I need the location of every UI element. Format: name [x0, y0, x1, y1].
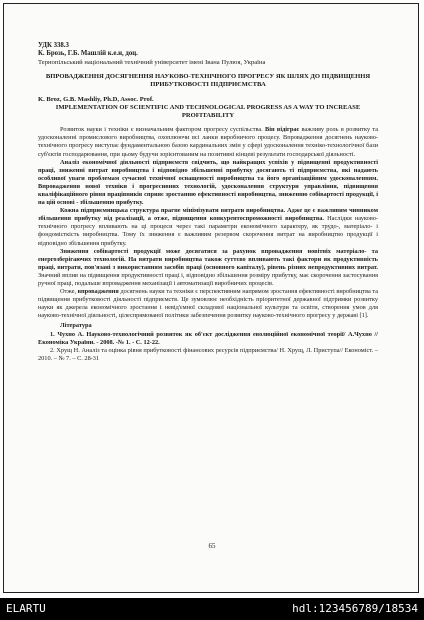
- paragraph-1-bold: Він відіграє: [265, 126, 300, 134]
- article-body: [38, 126, 378, 320]
- paragraph-5-text-c: досягнень науки та техніки є перспективним напрямом зростання ефективності виробництва та підвищення прибутковості діяльності підприємств. Це зумовлює необхідність пріоритетної державної підтримки розвитку науки як джерела економічного зростання і невід'ємної складової національної культури та освіти, створення умов для науково-технічної діяльності, цілеспрямованої політики забезпечення розвитку науково-технічного прогресу у державі [1].: [38, 288, 378, 320]
- paragraph-1: [38, 126, 378, 158]
- paragraph-4: [38, 248, 378, 288]
- paragraph-4-bold: Зниження собівартості продукції може досягатися за рахунок впровадження новітніх матеріало- та енергозберігаючих технологій. На витрати виробництва також суттєво впливають такі фактори як продуктивність праці, витрати, пов'язані з використанням засобів праці (основного капіталу), рівень різних непродуктивних витрат.: [38, 247, 378, 271]
- references: [38, 322, 378, 362]
- paragraph-2-bold: Аналіз економічної діяльності підприємств свідчить, що найкращих успіхів у підвищенні продуктивності праці, зниженні витрат виробництва і відповідно збільшенні прибутку досягають ті підприємства, які надають особливої уваги проблемам сучасної технічної оснащеності виробництва та його організаційним удосконаленням. Впровадження нової техніки і прогресивних технологій, удосконалення структури управління, підвищення кваліфікаційного рівня працівників сприяє зростанню ефективності виробництва, зниженню собівартості продукції, і на цій основі - збільшенню прибутку.: [38, 158, 378, 207]
- paragraph-1-text-a: Розвиток науки і техніки є визначальним фактором прогресу суспільства.: [60, 126, 266, 134]
- paragraph-1-text-c: важливу роль в розвитку та удосконаленні промислового виробництва, охоплюючи всі ланки виробничого процесу. Впровадження досягнень науково-технічного прогресу виступає фундаментальною базою кардинальних змін у сфері удосконалення техніко-технологічної бази суб'єктів господарювання, при цьому будучи зорієнтованим на позитивні кінцеві результати господарської діяльності.: [38, 126, 379, 158]
- paragraph-5: [38, 288, 378, 320]
- references-heading: Література: [60, 322, 92, 330]
- paragraph-5-bold: впровадження: [77, 288, 119, 296]
- title-ukrainian: ВПРОВАДЖЕННЯ ДОСЯГНЕННЯ НАУКОВО-ТЕХНІЧНОГО ПРОГРЕСУ ЯК ШЛЯХ ДО ПІДВИЩЕННЯ ПРИБУТКОВОСТІ ПІДПРИЄМСТВА: [45, 73, 371, 89]
- paragraph-5-text-a: Отже,: [60, 288, 78, 296]
- paragraph-3: [38, 207, 378, 247]
- title-english: IMPLEMENTATION OF SCIENTIFIC AND TECHNOLOGICAL PROGRESS AS A WAY TO INCREASE PROFITABILITY: [55, 103, 361, 120]
- page-number: 65: [208, 542, 216, 550]
- page-frame: [3, 3, 419, 593]
- handle-identifier: hdl:123456789/18534: [292, 602, 418, 615]
- paragraph-3-text: Наслідки науково-технічного прогресу впливають на ці процеси через такі параметри економічного характеру, як трудо-, матеріало- і фондомісткість виробництва. Тому їх зниження є важливим резервом скорочення витрат на виробництво продукції і відповідно збільшення прибутку.: [38, 215, 378, 247]
- paragraph-3-bold: Кожна підприємницька структура прагне мінімізувати витрати виробництва. Адже це є важливим чинником збільшення прибутку від реалізації, а отже, підвищення конкурентоспроможності виробництва.: [38, 207, 378, 223]
- reference-2: 2. Хрущ Н. Аналіз та оцінка рівня прибутковості фінансових ресурсів підприємства/ Н. Хрущ, Л. Приступа// Економіст. – 2010. – № 7. – С. 28-31: [38, 346, 378, 362]
- paragraph-2: [38, 159, 378, 208]
- repository-footer-bar: [0, 598, 424, 620]
- authors-english: K. Broz, G.B. Mashliy, Ph.D, Assoc. Prof.: [38, 95, 154, 103]
- affiliation: Тернопільський національний технічний університет імені Івана Пулюя, Україна: [38, 58, 266, 66]
- paragraph-4-text: Значний вплив на підвищення продуктивності праці і, відповідно збільшення розміру прибутку, має скорочення застосування ручної праці, подальше впровадження механізації і автоматизації виробничих процесів.: [38, 271, 378, 288]
- repository-name: ELARTU: [6, 602, 46, 615]
- paper-page: [38, 42, 378, 363]
- udc-code: УДК 338.3: [38, 42, 69, 49]
- authors-uk: К. Брозь, Г.Б. Машлій к.е.н, доц.: [38, 50, 138, 58]
- reference-1: 1. Чухно А. Науково-технологічний розвиток як об'єкт дослідження еволюційної економічної теорії/ А.Чухно // Економіка України. - 2008. -№ 1. - С. 12-22.: [38, 330, 378, 346]
